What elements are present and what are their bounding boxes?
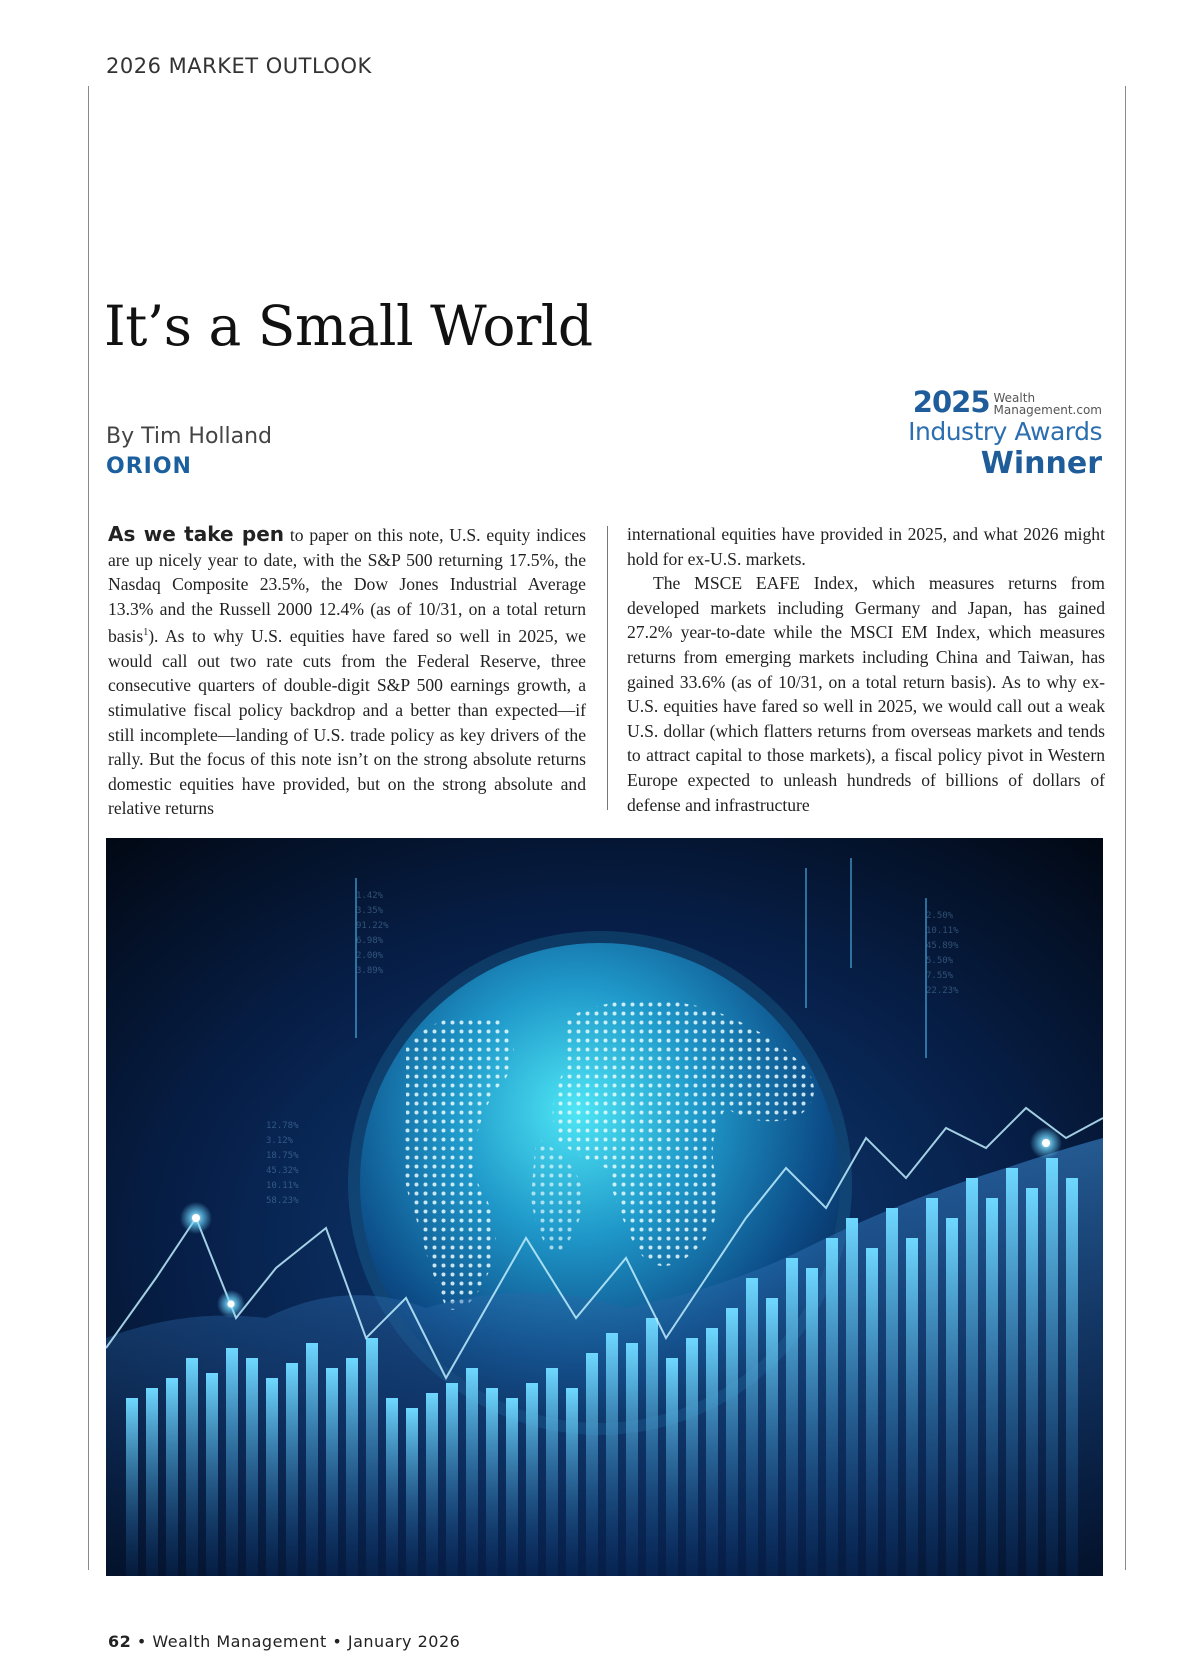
company-name: ORION (106, 454, 192, 479)
left-margin-rule (88, 86, 89, 1570)
col2-paragraph-1: international equities have provided in 2025, and what 2026 might hold for ex-U.S. markets. (627, 524, 1105, 569)
award-brand (994, 392, 1103, 417)
svg-text:10.11%: 10.11% (266, 1181, 299, 1191)
award-winner: Winner (980, 446, 1102, 481)
award-title: Industry Awards (908, 417, 1102, 446)
award-brand-line2: Management.com (993, 403, 1102, 418)
footnote-ref: 1 (143, 627, 149, 639)
award-year: 2025 (912, 385, 990, 419)
svg-text:10.11%: 10.11% (926, 926, 959, 936)
svg-text:1.42%: 1.42% (356, 891, 384, 901)
globe-illustration (106, 838, 1103, 1576)
svg-text:2.00%: 2.00% (356, 951, 384, 961)
col1-text-2: ). As to why U.S. equities have fared so well in 2025, we would call out two rate cuts from the Federal Reserve, three consecutive quarters of double-digit S&P 500 earnings growth, a stimulative fiscal policy backdrop and a better than expected—if still incomplete—landing of U.S. trade policy as key drivers of the rally. But the focus of this note isn’t on the strong absolute returns domestic equities have provided, but on the strong absolute and relative returns (108, 626, 586, 819)
footer-text: • Wealth Management • January 2026 (131, 1632, 461, 1651)
page-number: 62 (108, 1632, 132, 1651)
svg-text:5.50%: 5.50% (926, 956, 954, 966)
svg-text:2.50%: 2.50% (926, 911, 954, 921)
svg-text:58.23%: 58.23% (266, 1196, 299, 1206)
svg-text:3.89%: 3.89% (356, 966, 384, 976)
svg-text:22.23%: 22.23% (926, 986, 959, 996)
right-margin-rule (1125, 86, 1126, 1570)
svg-text:6.98%: 6.98% (356, 936, 384, 946)
svg-text:3.35%: 3.35% (356, 906, 384, 916)
body-column-2 (627, 522, 1105, 817)
body-column-1 (108, 522, 586, 821)
svg-text:91.22%: 91.22% (356, 921, 389, 931)
col1-text: to paper on this note, U.S. equity indices are up nicely year to date, with the S&P 500 returning 17.5%, the Nasdaq Composite 23.5%, the Dow Jones Industrial Average 13.3% and the Russell 2000 12.4% (as of 10/31, on a total return basis (108, 525, 586, 647)
column-divider (607, 526, 608, 810)
svg-text:45.89%: 45.89% (926, 941, 959, 951)
svg-text:3.12%: 3.12% (266, 1136, 294, 1146)
svg-text:45.32%: 45.32% (266, 1166, 299, 1176)
svg-text:12.78%: 12.78% (266, 1121, 299, 1131)
svg-text:18.75%: 18.75% (266, 1151, 299, 1161)
award-badge (882, 385, 1102, 481)
svg-text:7.55%: 7.55% (926, 971, 954, 981)
page-footer (108, 1632, 460, 1651)
hero-globe-image (106, 838, 1103, 1576)
lead-in: As we take pen (108, 522, 285, 546)
col2-paragraph-2: The MSCE EAFE Index, which measures returns from developed markets including Germany and Japan, has gained 27.2% year-to-date while the MSCI EM Index, which measures returns from emerging markets including China and Taiwan, has gained 33.6% (as of 10/31, on a total return basis). As to why ex-U.S. equities have fared so well in 2025, we would call out a weak U.S. dollar (which flatters returns from overseas markets and tends to attract capital to those markets), a fiscal policy pivot in Western Europe expected to unleash hundreds of billions of dollars of defense and infrastructure (627, 573, 1105, 815)
section-label: 2026 MARKET OUTLOOK (106, 54, 372, 78)
article-title: It’s a Small World (104, 294, 593, 358)
byline: By Tim Holland (106, 424, 273, 449)
award-brand-line1: Wealth (993, 390, 1036, 405)
